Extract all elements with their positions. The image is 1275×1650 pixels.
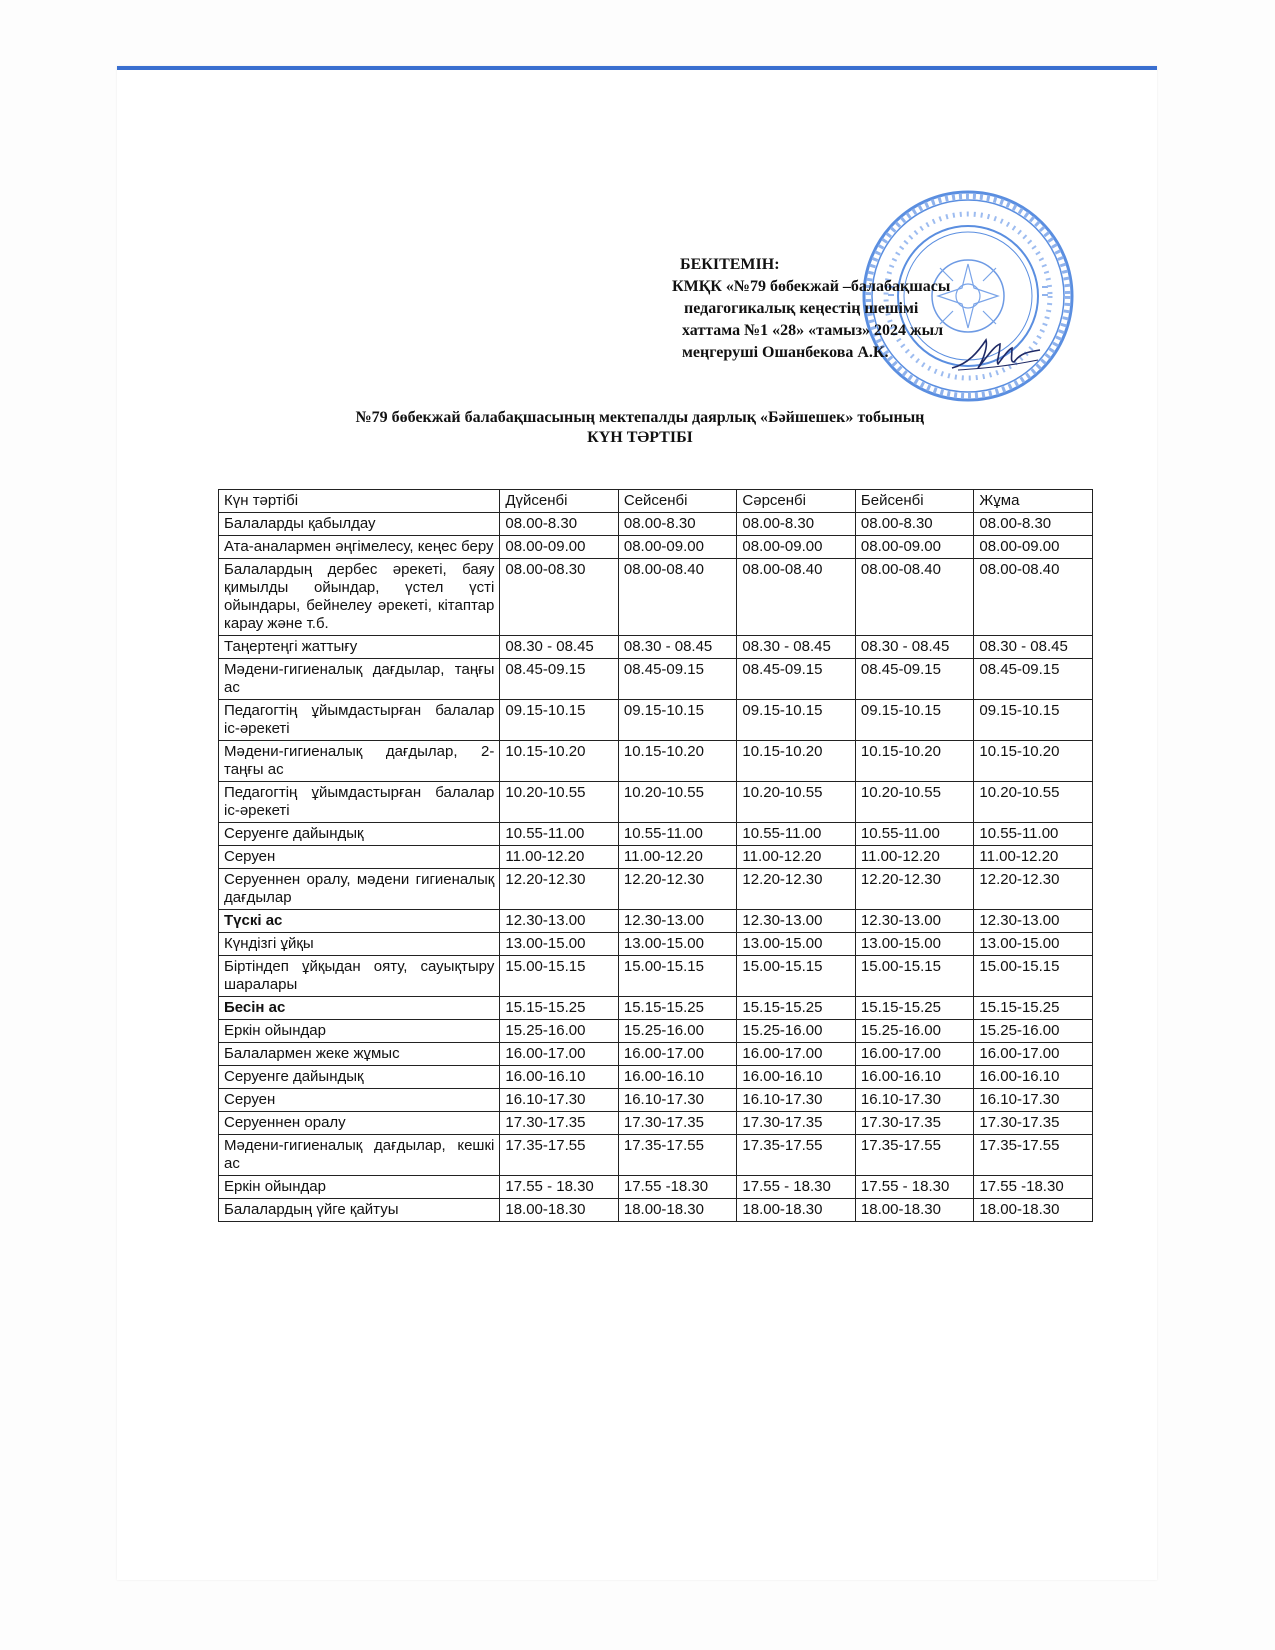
time-cell: 17.55 -18.30: [974, 1176, 1093, 1199]
time-cell: 08.00-09.00: [974, 536, 1093, 559]
time-cell: 10.15-10.20: [974, 741, 1093, 782]
time-cell: 15.15-15.25: [737, 997, 856, 1020]
time-cell: 09.15-10.15: [500, 700, 619, 741]
header-cell: Жұма: [974, 490, 1093, 513]
time-cell: 08.00-8.30: [855, 513, 974, 536]
time-cell: 12.30-13.00: [974, 910, 1093, 933]
time-cell: 15.25-16.00: [855, 1020, 974, 1043]
activity-cell: Балаларды қабылдау: [219, 513, 500, 536]
time-cell: 08.00-09.00: [618, 536, 737, 559]
time-cell: 08.00-09.00: [855, 536, 974, 559]
time-cell: 16.10-17.30: [974, 1089, 1093, 1112]
time-cell: 12.30-13.00: [855, 910, 974, 933]
time-cell: 17.55 - 18.30: [737, 1176, 856, 1199]
time-cell: 08.00-08.30: [500, 559, 619, 636]
time-cell: 09.15-10.15: [737, 700, 856, 741]
time-cell: 15.00-15.15: [855, 956, 974, 997]
table-row: [219, 910, 1093, 933]
time-cell: 08.00-08.40: [855, 559, 974, 636]
document-title: [300, 408, 980, 448]
time-cell: 09.15-10.15: [974, 700, 1093, 741]
time-cell: 12.20-12.30: [618, 869, 737, 910]
time-cell: 16.00-16.10: [974, 1066, 1093, 1089]
time-cell: 08.00-8.30: [500, 513, 619, 536]
table-row: [219, 846, 1093, 869]
activity-cell: Балалардың үйге қайтуы: [219, 1199, 500, 1222]
time-cell: 17.35-17.55: [618, 1135, 737, 1176]
table-row: [219, 536, 1093, 559]
time-cell: 16.00-17.00: [855, 1043, 974, 1066]
activity-cell: Педагогтің ұйымдастырған балалар іс-әрекеті: [219, 700, 500, 741]
table-row: [219, 956, 1093, 997]
time-cell: 12.20-12.30: [974, 869, 1093, 910]
time-cell: 15.15-15.25: [500, 997, 619, 1020]
time-cell: 17.30-17.35: [855, 1112, 974, 1135]
time-cell: 17.35-17.55: [737, 1135, 856, 1176]
time-cell: 08.45-09.15: [737, 659, 856, 700]
time-cell: 08.00-8.30: [737, 513, 856, 536]
time-cell: 18.00-18.30: [855, 1199, 974, 1222]
time-cell: 08.00-8.30: [618, 513, 737, 536]
table-row: [219, 1135, 1093, 1176]
time-cell: 13.00-15.00: [974, 933, 1093, 956]
time-cell: 18.00-18.30: [974, 1199, 1093, 1222]
title-group-line: №79 бөбекжай балабақшасының мектепалды даярлық «Бәйшешек» тобының: [355, 409, 925, 426]
header-cell: Дүйсенбі: [500, 490, 619, 513]
time-cell: 17.55 - 18.30: [855, 1176, 974, 1199]
activity-cell: Еркін ойындар: [219, 1020, 500, 1043]
time-cell: 13.00-15.00: [500, 933, 619, 956]
time-cell: 10.55-11.00: [974, 823, 1093, 846]
time-cell: 17.35-17.55: [500, 1135, 619, 1176]
table-row: [219, 700, 1093, 741]
time-cell: 15.00-15.15: [737, 956, 856, 997]
activity-cell: Мәдени-гигиеналық дағдылар, 2-таңғы ас: [219, 741, 500, 782]
time-cell: 16.00-17.00: [974, 1043, 1093, 1066]
time-cell: 10.55-11.00: [855, 823, 974, 846]
table-row: [219, 823, 1093, 846]
table-row: [219, 869, 1093, 910]
time-cell: 12.30-13.00: [618, 910, 737, 933]
table-row: [219, 1199, 1093, 1222]
time-cell: 10.55-11.00: [618, 823, 737, 846]
activity-cell: Серуен: [219, 1089, 500, 1112]
time-cell: 10.15-10.20: [737, 741, 856, 782]
time-cell: 12.20-12.30: [500, 869, 619, 910]
time-cell: 08.30 - 08.45: [737, 636, 856, 659]
activity-cell: Серуенге дайындық: [219, 823, 500, 846]
time-cell: 08.30 - 08.45: [500, 636, 619, 659]
time-cell: 10.15-10.20: [618, 741, 737, 782]
time-cell: 10.20-10.55: [500, 782, 619, 823]
time-cell: 16.00-16.10: [737, 1066, 856, 1089]
time-cell: 08.30 - 08.45: [618, 636, 737, 659]
time-cell: 12.20-12.30: [737, 869, 856, 910]
title-daily-routine: КҮН ТӘРТІБІ: [587, 429, 693, 446]
time-cell: 15.00-15.15: [500, 956, 619, 997]
time-cell: 17.30-17.35: [737, 1112, 856, 1135]
activity-cell: Мәдени-гигиеналық дағдылар, кешкі ас: [219, 1135, 500, 1176]
activity-cell: Балалардың дербес әрекеті, баяу қимылды ойындар, үстел үсті ойындары, бейнелеу әрекеті, кітаптар карау және т.б.: [219, 559, 500, 636]
time-cell: 10.55-11.00: [500, 823, 619, 846]
time-cell: 17.55 -18.30: [618, 1176, 737, 1199]
time-cell: 12.30-13.00: [737, 910, 856, 933]
header-cell: Сейсенбі: [618, 490, 737, 513]
time-cell: 08.45-09.15: [500, 659, 619, 700]
time-cell: 18.00-18.30: [500, 1199, 619, 1222]
time-cell: 15.15-15.25: [855, 997, 974, 1020]
time-cell: 09.15-10.15: [855, 700, 974, 741]
time-cell: 10.15-10.20: [500, 741, 619, 782]
time-cell: 08.45-09.15: [618, 659, 737, 700]
approval-block: [672, 254, 950, 364]
time-cell: 17.35-17.55: [974, 1135, 1093, 1176]
time-cell: 10.20-10.55: [974, 782, 1093, 823]
table-row: [219, 1112, 1093, 1135]
time-cell: 13.00-15.00: [618, 933, 737, 956]
table-row: [219, 782, 1093, 823]
activity-cell: Мәдени-гигиеналық дағдылар, таңғы ас: [219, 659, 500, 700]
time-cell: 10.20-10.55: [737, 782, 856, 823]
time-cell: 08.30 - 08.45: [855, 636, 974, 659]
table-row: [219, 741, 1093, 782]
time-cell: 15.25-16.00: [974, 1020, 1093, 1043]
time-cell: 16.10-17.30: [618, 1089, 737, 1112]
time-cell: 10.20-10.55: [855, 782, 974, 823]
activity-cell: Серуеннен оралу: [219, 1112, 500, 1135]
activity-cell: Күндізгі ұйқы: [219, 933, 500, 956]
approval-organization: КМҚК «№79 бөбекжай –балабақшасы: [672, 278, 951, 295]
time-cell: 11.00-12.20: [855, 846, 974, 869]
time-cell: 11.00-12.20: [737, 846, 856, 869]
time-cell: 16.00-16.10: [618, 1066, 737, 1089]
time-cell: 09.15-10.15: [618, 700, 737, 741]
time-cell: 08.45-09.15: [974, 659, 1093, 700]
time-cell: 17.30-17.35: [974, 1112, 1093, 1135]
time-cell: 15.00-15.15: [974, 956, 1093, 997]
time-cell: 16.00-16.10: [500, 1066, 619, 1089]
table-row: [219, 1066, 1093, 1089]
time-cell: 10.55-11.00: [737, 823, 856, 846]
activity-cell: Бесін ас: [219, 997, 500, 1020]
approval-heading: БЕКІТЕМІН:: [680, 256, 780, 273]
time-cell: 08.00-09.00: [737, 536, 856, 559]
signature-icon: [948, 334, 1043, 374]
activity-cell: Серуеннен оралу, мәдени гигиеналық дағдылар: [219, 869, 500, 910]
time-cell: 11.00-12.20: [974, 846, 1093, 869]
time-cell: 11.00-12.20: [618, 846, 737, 869]
activity-cell: Балалармен жеке жұмыс: [219, 1043, 500, 1066]
time-cell: 08.00-08.40: [974, 559, 1093, 636]
activity-cell: Серуен: [219, 846, 500, 869]
time-cell: 16.10-17.30: [500, 1089, 619, 1112]
time-cell: 16.00-17.00: [500, 1043, 619, 1066]
time-cell: 08.00-08.40: [618, 559, 737, 636]
time-cell: 15.25-16.00: [737, 1020, 856, 1043]
time-cell: 08.00-09.00: [500, 536, 619, 559]
time-cell: 17.35-17.55: [855, 1135, 974, 1176]
activity-cell: Еркін ойындар: [219, 1176, 500, 1199]
table-header-row: [219, 490, 1093, 513]
table-row: [219, 997, 1093, 1020]
time-cell: 16.10-17.30: [855, 1089, 974, 1112]
activity-cell: Педагогтің ұйымдастырған балалар іс-әрекеті: [219, 782, 500, 823]
time-cell: 17.30-17.35: [618, 1112, 737, 1135]
table-row: [219, 559, 1093, 636]
time-cell: 08.30 - 08.45: [974, 636, 1093, 659]
time-cell: 08.00-08.40: [737, 559, 856, 636]
activity-cell: Таңертеңгі жаттығу: [219, 636, 500, 659]
table-row: [219, 636, 1093, 659]
time-cell: 15.00-15.15: [618, 956, 737, 997]
time-cell: 18.00-18.30: [618, 1199, 737, 1222]
activity-cell: Серуенге дайындық: [219, 1066, 500, 1089]
table-row: [219, 1043, 1093, 1066]
daily-schedule-table: [218, 489, 1093, 1222]
time-cell: 10.15-10.20: [855, 741, 974, 782]
header-cell: Бейсенбі: [855, 490, 974, 513]
time-cell: 17.30-17.35: [500, 1112, 619, 1135]
time-cell: 18.00-18.30: [737, 1199, 856, 1222]
approval-director: меңгеруші Ошанбекова А.К.: [682, 344, 889, 361]
activity-cell: Біртіндеп ұйқыдан ояту, сауықтыру шаралары: [219, 956, 500, 997]
table-row: [219, 1020, 1093, 1043]
time-cell: 16.00-16.10: [855, 1066, 974, 1089]
table-row: [219, 659, 1093, 700]
time-cell: 08.00-8.30: [974, 513, 1093, 536]
time-cell: 08.45-09.15: [855, 659, 974, 700]
time-cell: 16.00-17.00: [737, 1043, 856, 1066]
time-cell: 15.15-15.25: [974, 997, 1093, 1020]
time-cell: 16.10-17.30: [737, 1089, 856, 1112]
time-cell: 17.55 - 18.30: [500, 1176, 619, 1199]
time-cell: 10.20-10.55: [618, 782, 737, 823]
time-cell: 13.00-15.00: [737, 933, 856, 956]
header-cell: Күн тәртібі: [219, 490, 500, 513]
time-cell: 11.00-12.20: [500, 846, 619, 869]
time-cell: 13.00-15.00: [855, 933, 974, 956]
time-cell: 12.30-13.00: [500, 910, 619, 933]
table-row: [219, 513, 1093, 536]
time-cell: 12.20-12.30: [855, 869, 974, 910]
time-cell: 15.25-16.00: [618, 1020, 737, 1043]
approval-protocol: хаттама №1 «28» «тамыз» 2024 жыл: [682, 322, 944, 339]
activity-cell: Ата-аналармен әңгімелесу, кеңес беру: [219, 536, 500, 559]
header-cell: Сәрсенбі: [737, 490, 856, 513]
approval-council-decision: педагогикалық кеңестің шешімі: [684, 300, 919, 317]
time-cell: 16.00-17.00: [618, 1043, 737, 1066]
time-cell: 15.25-16.00: [500, 1020, 619, 1043]
table-row: [219, 1089, 1093, 1112]
table-row: [219, 933, 1093, 956]
activity-cell: Түскі ас: [219, 910, 500, 933]
table-row: [219, 1176, 1093, 1199]
time-cell: 15.15-15.25: [618, 997, 737, 1020]
